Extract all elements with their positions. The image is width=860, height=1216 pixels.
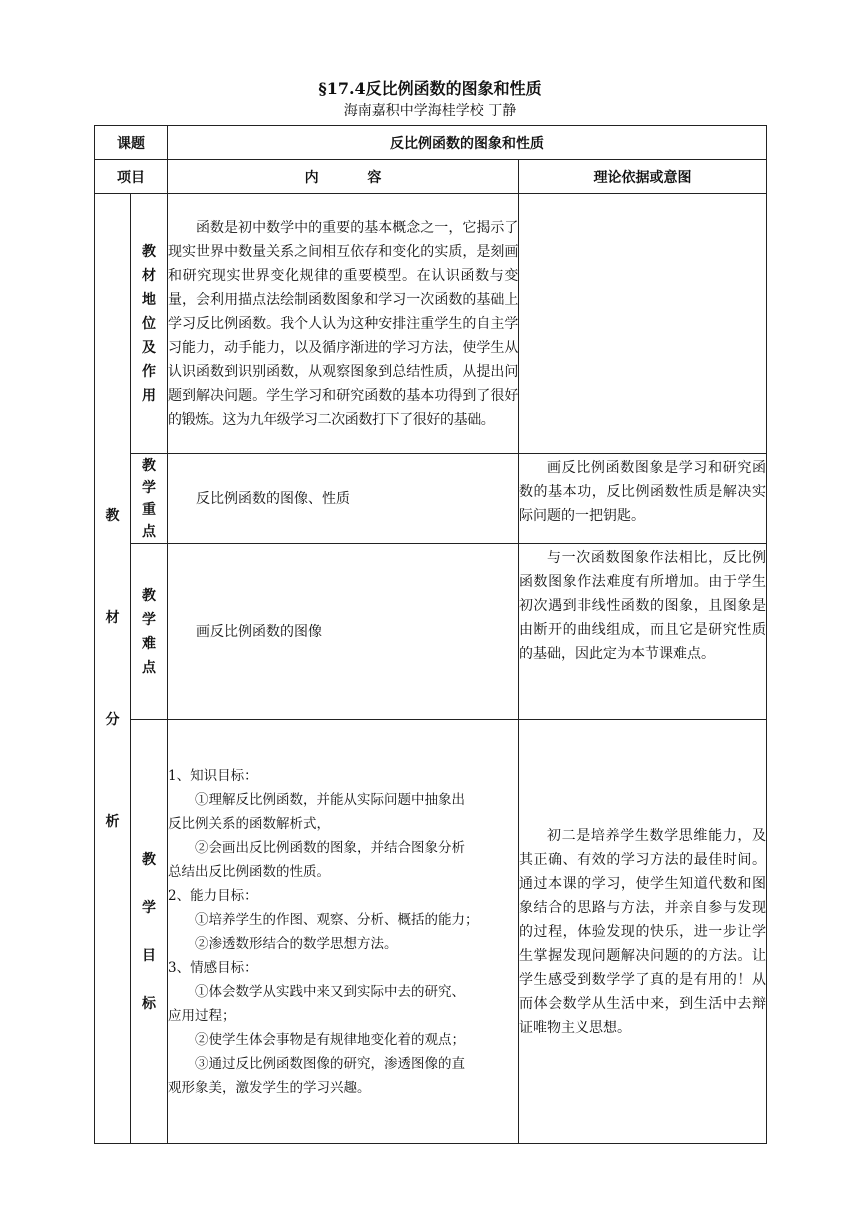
goal-line: 1、知识目标：: [168, 767, 258, 784]
section-char: 分: [105, 711, 120, 728]
goal-line: ①培养学生的作图、观察、分析、概括的能力；: [195, 911, 479, 928]
key-point-label: 教 学 重 点: [131, 454, 168, 544]
item-header: 项目: [95, 160, 168, 194]
position-paragraph: 函数是初中数学中的重要的基本概念之一，它揭示了现实世界中数量关系之间相互依存和变化的实质，是刻画和研究现实世界变化规律的重要模型。在认识函数与变量，会利用描点法绘制函数图象和学习一次函数的基础上学习反比例函数。我个人认为这种安排注重学生的自主学习能力，动手能力，以及循序渐进的学习方法，使学生从认识函数到识别函数，从观察图象到总结性质，从提出问题到解决问题。学生学习和研究函数的基本功得到了很好的锻炼。这为九年级学习二次函数打下了很好的基础。: [168, 219, 518, 428]
objectives-row: [95, 720, 767, 1144]
difficulty-content: 画反比例函数的图像: [168, 544, 519, 720]
topic-value: 反比例函数的图象和性质: [168, 126, 767, 160]
key-point-basis: 画反比例函数图象是学习和研究函数的基本功，反比例函数性质是解决实际问题的一把钥匙。: [519, 454, 767, 544]
position-row: [95, 194, 767, 454]
section-char: 析: [105, 813, 120, 830]
goal-line: ②会画出反比例函数的图象，并结合图象分析: [195, 839, 465, 856]
key-point-row: [95, 454, 767, 544]
document-title: §17.4反比例函数的图象和性质: [318, 79, 542, 98]
goal-line: ③通过反比例函数图像的研究，渗透图像的直: [195, 1055, 465, 1072]
objectives-content: [168, 720, 519, 1144]
goal-line: 观形象美，激发学生的学习兴趣。: [168, 1079, 371, 1096]
goal-line: 反比例关系的函数解析式，: [168, 815, 330, 832]
topic-row: [95, 126, 767, 160]
key-point-content: 反比例函数的图像、性质: [168, 454, 519, 544]
objectives-basis: 初二是培养学生数学思维能力，及其正确、有效的学习方法的最佳时间。通过本课的学习，使学生知道代数和图象结合的思路与方法，并亲自参与发现的过程，体验发现的快乐，进一步让学生掌握发现问题解决问题的的方法。让学生感受到数学学了真的是有用的！从而体会数学从生活中来，到生活中去辩证唯物主义思想。: [519, 720, 767, 1144]
author-line: 海南嘉积中学海桂学校 丁静: [343, 103, 517, 119]
goal-line: 2、能力目标：: [168, 887, 258, 904]
goal-line: ①理解反比例函数，并能从实际问题中抽象出: [195, 791, 465, 808]
position-basis: [519, 194, 767, 454]
difficulty-label: 教 学 难 点: [131, 544, 168, 720]
goal-line: ②使学生体会事物是有规律地变化着的观点；: [195, 1031, 465, 1048]
goal-line: 总结出反比例函数的性质。: [168, 863, 330, 880]
goal-line: 应用过程；: [168, 1007, 236, 1024]
goal-line: ①体会数学从实践中来又到实际中去的研究、: [195, 983, 465, 1000]
position-label: 教 材 地 位 及 作 用: [131, 194, 168, 454]
lesson-plan-table: [94, 125, 767, 1144]
section-char: 材: [105, 609, 120, 626]
header-row: [95, 160, 767, 194]
difficulty-basis: 与一次函数图象作法相比，反比例函数图象作法难度有所增加。由于学生初次遇到非线性函数的图象，且图象是由断开的曲线组成，而且它是研究性质的基础，因此定为本节课难点。: [519, 544, 767, 720]
basis-header: 理论依据或意图: [519, 160, 767, 194]
section-label-textbook-analysis: [95, 194, 131, 1144]
goal-line: 3、情感目标：: [168, 959, 258, 976]
difficulty-row: [95, 544, 767, 720]
position-content: [168, 194, 519, 454]
topic-label: 课题: [95, 126, 168, 160]
content-header: 内 容: [168, 160, 519, 194]
objectives-label: 教 学 目 标: [131, 720, 168, 1144]
section-char: 教: [105, 507, 120, 524]
goal-line: ②渗透数形结合的数学思想方法。: [195, 935, 398, 952]
